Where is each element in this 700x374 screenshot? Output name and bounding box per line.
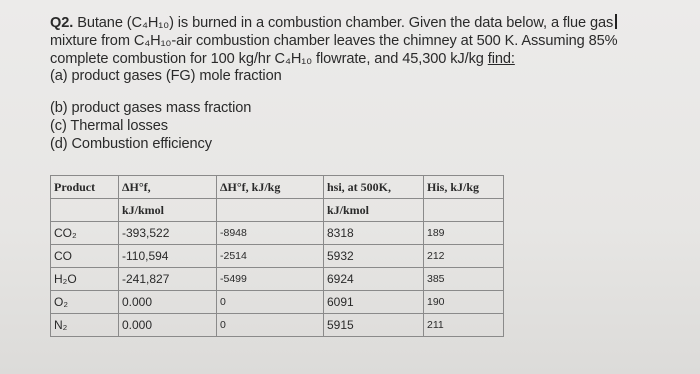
line-text: complete combustion for 100 kg/hr C₄H₁₀ flowrate, and 45,300 kJ/kg	[50, 50, 488, 67]
cell-h-kmol: 0.000	[119, 291, 217, 314]
cell-h-kmol: -110,594	[119, 245, 217, 268]
cell-hs500: 5915	[324, 314, 424, 337]
part-a: (a) product gases (FG) mole fraction	[50, 68, 282, 85]
cell-h-kg: -8948	[217, 222, 324, 245]
question-number: Q2.	[50, 15, 74, 31]
cell-hs500: 6924	[324, 268, 424, 291]
table-header-row	[51, 176, 504, 199]
table-row	[51, 245, 504, 268]
text-cursor	[615, 14, 617, 29]
cell-product: O₂	[51, 291, 119, 314]
data-table	[50, 175, 504, 337]
col-header-his: His, kJ/kg	[424, 176, 504, 199]
line-text: Butane (C₄H₁₀) is burned in a combustion chamber. Given the data below, a flue gas	[73, 15, 614, 31]
cell-his: 385	[424, 268, 504, 291]
cell-his: 211	[424, 314, 504, 337]
table-row	[51, 314, 504, 337]
subheader-cell	[217, 199, 324, 222]
col-header-dhf-kmol: ΔH°f,	[119, 176, 217, 199]
subheader-cell	[424, 199, 504, 222]
table-row	[51, 268, 504, 291]
find-word: find:	[487, 50, 515, 67]
cell-h-kmol: 0.000	[119, 314, 217, 337]
spacer	[50, 86, 690, 100]
cell-h-kg: 0	[217, 291, 324, 314]
cell-h-kg: -2514	[217, 245, 324, 268]
col-header-product: Product	[51, 176, 119, 199]
cell-product: CO	[51, 245, 119, 268]
cell-h-kg: -5499	[217, 268, 324, 291]
cell-his: 212	[424, 245, 504, 268]
table-subheader-row	[51, 199, 504, 222]
part-d: (d) Combustion efficiency	[50, 135, 212, 152]
col-header-hs500: hsi, at 500K,	[324, 176, 424, 199]
part-b: (b) product gases mass fraction	[50, 100, 252, 117]
subheader-cell	[51, 199, 119, 222]
subheader-cell: kJ/kmol	[119, 199, 217, 222]
table-row	[51, 291, 504, 314]
table-row	[51, 222, 504, 245]
question-line-3	[50, 51, 690, 69]
part-c: (c) Thermal losses	[50, 117, 168, 134]
cell-h-kg: 0	[217, 314, 324, 337]
cell-his: 190	[424, 291, 504, 314]
cell-hs500: 6091	[324, 291, 424, 314]
question-text	[50, 14, 690, 154]
cell-h-kmol: -393,522	[119, 222, 217, 245]
cell-product: N₂	[51, 314, 119, 337]
cell-hs500: 5932	[324, 245, 424, 268]
question-line-1	[50, 14, 690, 33]
cell-product: H₂O	[51, 268, 119, 291]
cell-product: CO₂	[51, 222, 119, 245]
cell-hs500: 8318	[324, 222, 424, 245]
col-header-dhf-kg: ΔH°f, kJ/kg	[217, 176, 324, 199]
cell-his: 189	[424, 222, 504, 245]
cell-h-kmol: -241,827	[119, 268, 217, 291]
question-line-2: mixture from C₄H₁₀-air combustion chamber leaves the chimney at 500 K. Assuming 85%	[50, 32, 618, 49]
subheader-cell: kJ/kmol	[324, 199, 424, 222]
